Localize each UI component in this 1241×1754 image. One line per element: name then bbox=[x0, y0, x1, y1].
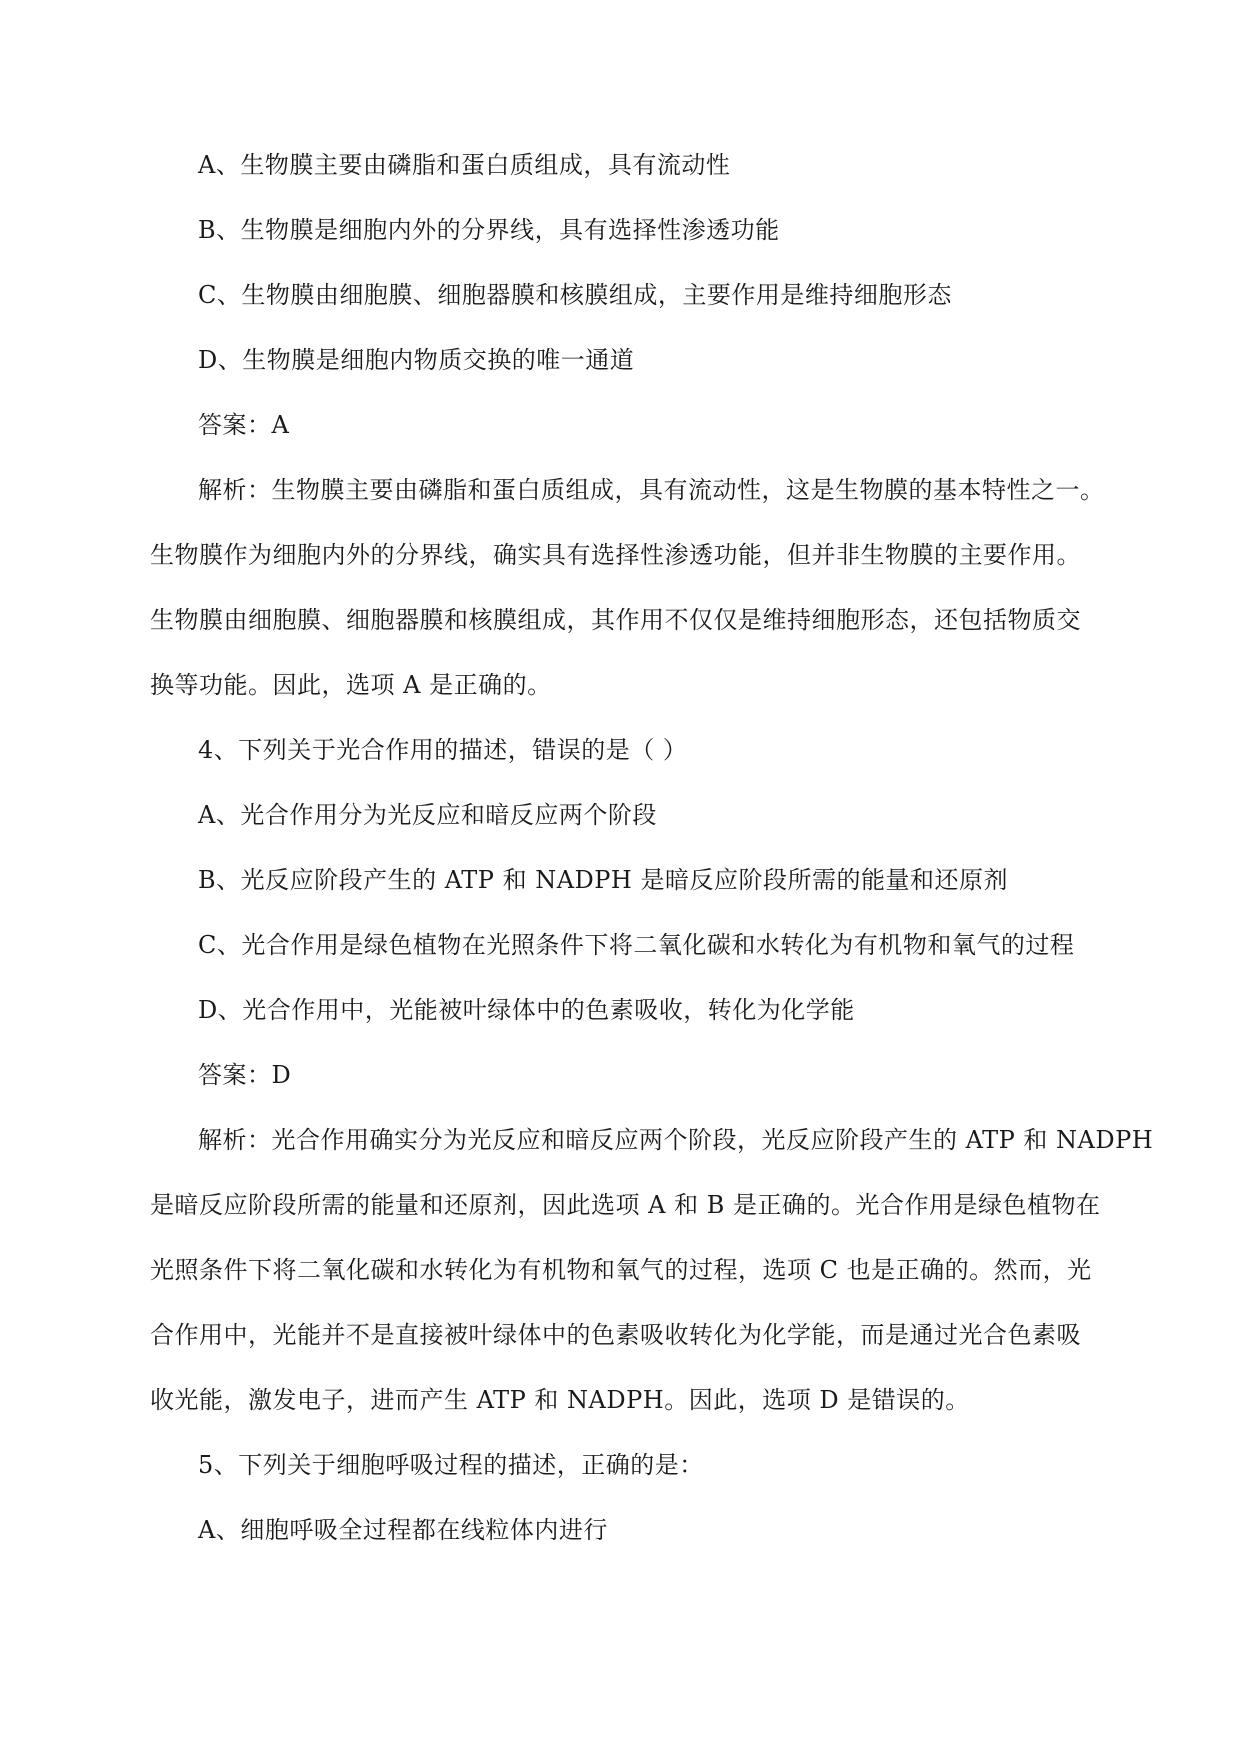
q4-question: 4、下列关于光合作用的描述，错误的是（ ） bbox=[198, 736, 688, 764]
q4-explanation-line: 解析：光合作用确实分为光反应和暗反应两个阶段，光反应阶段产生的 ATP 和 NADPH bbox=[198, 1126, 1154, 1154]
q4-explanation-line: 收光能，激发电子，进而产生 ATP 和 NADPH。因此，选项 D 是错误的。 bbox=[150, 1386, 970, 1414]
q3-explanation-line: 解析：生物膜主要由磷脂和蛋白质组成，具有流动性，这是生物膜的基本特性之一。 bbox=[198, 476, 1105, 504]
q4-option-a: A、光合作用分为光反应和暗反应两个阶段 bbox=[198, 801, 657, 829]
q3-explanation-line: 生物膜由细胞膜、细胞器膜和核膜组成，其作用不仅仅是维持细胞形态，还包括物质交 bbox=[150, 606, 1081, 634]
q3-explanation-line: 换等功能。因此，选项 A 是正确的。 bbox=[150, 671, 552, 699]
q4-answer: 答案：D bbox=[198, 1061, 292, 1089]
q4-explanation-line: 合作用中，光能并不是直接被叶绿体中的色素吸收转化为化学能，而是通过光合色素吸 bbox=[150, 1321, 1081, 1349]
q5-option-a: A、细胞呼吸全过程都在线粒体内进行 bbox=[198, 1516, 608, 1544]
q5-question: 5、下列关于细胞呼吸过程的描述，正确的是： bbox=[198, 1451, 704, 1479]
q3-option-c: C、生物膜由细胞膜、细胞器膜和核膜组成，主要作用是维持细胞形态 bbox=[198, 281, 952, 309]
q3-explanation-line: 生物膜作为细胞内外的分界线，确实具有选择性渗透功能，但并非生物膜的主要作用。 bbox=[150, 541, 1081, 569]
q4-option-c: C、光合作用是绿色植物在光照条件下将二氧化碳和水转化为有机物和氧气的过程 bbox=[198, 931, 1075, 959]
q3-option-d: D、生物膜是细胞内物质交换的唯一通道 bbox=[198, 346, 635, 374]
q3-option-a: A、生物膜主要由磷脂和蛋白质组成，具有流动性 bbox=[198, 151, 731, 179]
q4-option-d: D、光合作用中，光能被叶绿体中的色素吸收，转化为化学能 bbox=[198, 996, 855, 1024]
q4-option-b: B、光反应阶段产生的 ATP 和 NADPH 是暗反应阶段所需的能量和还原剂 bbox=[198, 866, 1008, 894]
q4-explanation-line: 是暗反应阶段所需的能量和还原剂，因此选项 A 和 B 是正确的。光合作用是绿色植物在 bbox=[150, 1191, 1101, 1219]
q4-explanation-line: 光照条件下将二氧化碳和水转化为有机物和氧气的过程，选项 C 也是正确的。然而，光 bbox=[150, 1256, 1092, 1284]
q3-option-b: B、生物膜是细胞内外的分界线，具有选择性渗透功能 bbox=[198, 216, 780, 244]
q3-answer: 答案：A bbox=[198, 411, 290, 439]
